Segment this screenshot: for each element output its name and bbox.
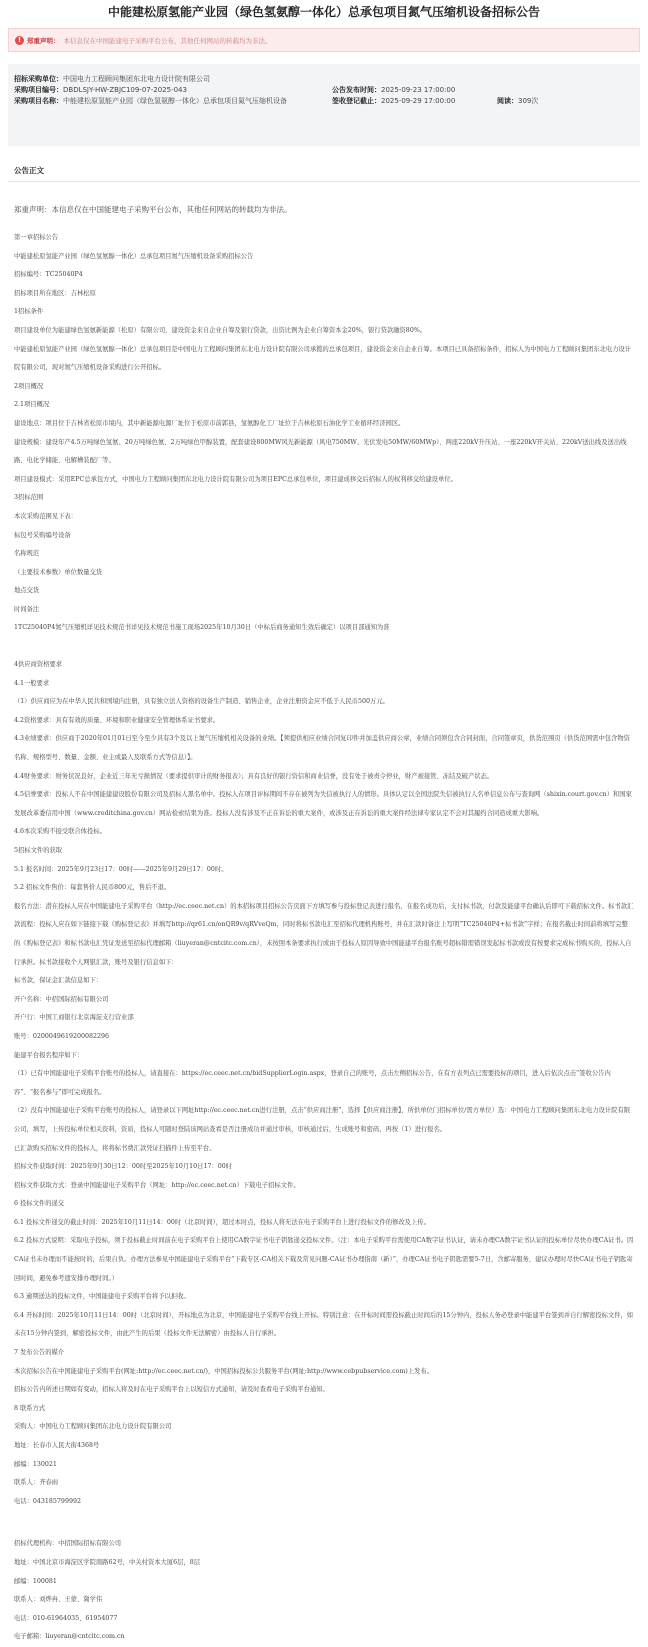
publish-time-label: 公告发布时间： [332, 86, 381, 94]
content-line: 招标代理机构：中招国际招标有限公司 [14, 1540, 122, 1548]
content-line: 招标文件获取时间：2025年9月30日12：00时至2025年10月10日17：00时 [14, 1163, 233, 1171]
content-line: 8 联系方式 [14, 1404, 46, 1412]
section-heading: 公告正文 [8, 160, 640, 182]
content-line: 开户名称：中招国际招标有限公司 [14, 995, 109, 1003]
content-line: 3招标范围 [14, 494, 44, 502]
content-line: 4.6本次采购不接受联合体投标。 [14, 828, 106, 836]
disclaimer-banner [8, 28, 640, 52]
content-line: 建设规模：建设年产4.5万吨绿色氢氨、20万吨绿色氨、2万吨绿色甲醇装置，配套建设800MW风光新能源（风电750MW、光伏发电50MW/60MWp）、两座220kV升压站、一座220kV开关站、220kV送出线及送出线路、电化学储能、电解槽装配厂等。 [14, 438, 627, 465]
project-code-value: DBDLSJY-HW-ZBJC109-07-2025-043 [63, 86, 187, 94]
content-line: 2.1项目概况 [14, 401, 50, 409]
content-line: 1TC25040P4氮气压缩机详见技术规范书详见技术规范书施工现场2025年10月30日（中标后商务通知生效后确定）以项目部通知为准 [14, 624, 390, 632]
content-line: 6.3 逾期送达的投标文件，中国能建电子采购平台将予以拒收。 [14, 1293, 190, 1301]
deadline-label: 签收登记截止： [332, 97, 381, 105]
content-line: （1）供应商应为在中华人民共和国境内注册，具有独立法人资格的设备生产制造、销售企业，企业注册资金应不低于人民币500万元。 [14, 698, 389, 706]
content-line: 已汇款购买招标文件的投标人，将将标书费汇款凭证扫描件上传至平台。 [14, 1144, 216, 1152]
content-line: 6.1 投标文件递交的截止时间：2025年10月11日14：00时（北京时间），超过本时点，投标人将无法在电子采购平台上进行投标文件的修改及上传。 [14, 1218, 430, 1226]
content-line: 项目建设模式：采用EPC总承包方式，中国电力工程顾问集团东北电力设计院有限公司为项目EPC总承包单位，项目建成移交后招标人的权利移交给建设单位。 [14, 475, 457, 483]
content-line: 招标项目所在地区：吉林松原 [14, 289, 96, 297]
disclaimer-label: 郑重声明： [27, 36, 60, 45]
content-line: 标书款，保证金汇款信息如下： [14, 977, 103, 985]
content-line: （2）没有中国能建电子采购平台账号的投标人，请登录以下网址http://ec.ceec.net.cn进行注册，点击“供应商注册”，选择【供应商注册】，所供单位门招标单位/需方单位）选：中国电力工程顾问集团东北电力设计院有限公司，填写，上传投标单位相关资料，资质，投标人可随时登陆该网站查看是否注册成功并通过审核，审核通过后，生成账号和密码，再按（1）进行报名。 [14, 1107, 631, 1133]
content-line: （1）已有中国能建电子采购平台账号的投标人，请直接在：https://ec.ceec.net.cn/bidSupplierLogin.aspx，登录自己的账号，点击左侧招标公告，在有方表列点已需要投标的项目，进入后依次点击“签收公告内容”、“报名参与”即可完成报名。 [14, 1070, 611, 1096]
content-line: 联系人：齐春雨 [14, 1479, 59, 1487]
content-line: 名称规范 [14, 550, 40, 558]
content-line: 报名方法：潜在投标人应在中国能建电子采购平台（http://ec.ceec.net.cn）的本招标项目招标公告页面下方填写参与投标登记表进行报名，在报名成功后，支付标书款，付款及能建平台确认后即可下载招标文件。标书款汇款流程：投标人应在如下链接下载《购标登记表》并填写http://qr61.cn/onQR9v/qRVveQm，同时将标书款电汇至招标代理机构账号，并在汇款时备注上写明“TC25040P4+标书款”字样；在报名截止时间前将填写完整的《购标登记表》和标书款电汇凭证发送至招标代理邮箱（liuyeran@cntcitc.com.cn），未按照本条要求执行或由于投标人原因导致中国能建平台报名账号超标错需错误发起标书款或没有按要求完成标书购买的，投标人自行承担。标书款接收个人网银汇款，账号及银行信息如下： [14, 902, 634, 966]
content-line: 账号：0200049619200082296 [14, 1032, 110, 1040]
content-line: 邮编：100081 [14, 1577, 57, 1585]
content-line: 4.3业绩要求：供应商于2020年01月01日至今至少具有3个及以上氮气压缩机相关设备的业绩。【须提供相应业绩合同复印件并加盖供应商公章，业绩合同须包含合同封面，合同签章页，供货范围页（供货范围需中包含物资名称、规格型号、数量、金额、业主或最人及联系方式等信息）】。 [14, 735, 630, 762]
content-line: 时间备注 [14, 605, 40, 613]
content-line: 5.1 报名时间：2025年9月23日17：00时——2025年9月29日17：00时。 [14, 865, 228, 873]
content-line: 5招标文件的获取 [14, 847, 63, 854]
content-line: 本次采购范围见下表： [14, 512, 77, 520]
content-line: 能建平台报名程序如下： [14, 1051, 84, 1059]
purchaser-value: 中国电力工程顾问集团东北电力设计院有限公司 [63, 75, 210, 83]
announcement-body [8, 229, 640, 1647]
content-line: 1招标条件 [14, 308, 44, 316]
publish-time-value: 2025-09-23 17:00:00 [381, 86, 456, 94]
body-disclaimer: 郑重声明：本信息仅在中国能建电子采购平台公布，其他任何网站的转载均为非法。 [14, 205, 292, 214]
content-line: 联系人：刘烨冉、王蒙、冀学伟 [14, 1596, 103, 1604]
content-line: 邮编：130021 [14, 1460, 57, 1468]
content-line: 4.2资格要求：具有有效的质量、环境和职业健康安全管理体系证书要求。 [14, 716, 220, 724]
content-line: 本次招标公告在中国能建电子采购平台(网址:http://ec.ceec.net.cn/)，中国招标投标公共服务平台(网址:http://www.cebpubservice.com)上发布。 [14, 1367, 434, 1375]
content-line: 地点交货 [14, 587, 40, 595]
content-line: 6.4 开标时间：2025年10月11日14：00时（北京时间），开标地点为北京，中国能建电子采购平台线上开标。特别注意：在开标时间需投标截止时间后的15分钟内，投标人务必登录中能建平台签到并自行解密投标文件，如未在15分钟内签到，解密投标文件，由此产生的后果（投标文件无法解密）由投标人自行承担。 [14, 1311, 634, 1338]
content-line: 6 投标文件的递交 [14, 1200, 65, 1208]
content-line: （主要技术参数）单位数量交货 [14, 568, 103, 576]
content-line: 7 发布公告的媒介 [14, 1349, 65, 1357]
content-line: 6.2 投标方式说明：采取电子投标，须于投标截止时间前在电子采购平台上使用CA数字证书电子钥匙递交投标文件。（注：本电子采购平台需使用CA数字证书认证，请未办理CA数字证书认证的投标单位尽快办理CA证书。因CA证书未办理而不能按时的，后果自负。办理方法参见中国能建电子采购平台“下载专区-CA相关下载及常见问题-CA证书办理指南（新）”，办理CA证书电子钥匙需要5-7日，含邮寄服务，建议办理时尽快CA证书电子钥匙寄回时间，避免参考遗安排办理时间。） [14, 1237, 634, 1282]
deadline-value: 2025-09-29 17:00:00 [381, 97, 456, 105]
content-line: 采购人：中国电力工程顾问集团东北电力设计院有限公司 [14, 1423, 172, 1431]
project-name-label: 采购项目名称： [14, 97, 63, 105]
content-line: 4.1一般要求 [14, 679, 50, 687]
content-line: 项目建设单位为能建绿色氢氨新能源（松原）有限公司，建设资金来自企业自筹及银行贷款，出资比例为企业自筹资本金20%，银行贷款融资80%。 [14, 326, 427, 334]
tender-info-panel [8, 64, 640, 146]
content-line: 招标文件获取方式：登录中国能建电子采购平台（网址：http://ec.ceec.net.cn）下载电子招标文件。 [14, 1181, 300, 1189]
content-line: 电话：010-61964035、61954077 [14, 1614, 118, 1622]
content-line: 地址：长春市人民大街4368号 [14, 1442, 100, 1449]
disclaimer-text: 本信息仅在中国能建电子采购平台公布，其他任何网站的转载均为非法。 [63, 36, 272, 45]
content-line: 招标编号：TC25040P4 [14, 271, 83, 279]
content-line: 中能建松原氢能产业园（绿色氢氨醇一体化）总承包项目氮气压缩机设备采购招标公告 [14, 252, 254, 260]
content-line: 开户行：中国工商银行北京海淀支行营业部 [14, 1014, 134, 1022]
content-line: 4.5信誉要求：投标人不在中国能建建设股份有限公司及招标人黑名单中。投标人在项目评标期间不存在被列为失信被执行人的情形。具体认定以全国法院失信被执行人名单信息公布与查询网（shixin.court.gov.cn）和国家发展改革委信用中国（www.creditchina.gov.cn）网站检索结果为准。投标人没有涉及不正在诉讼的重大案件，或涉及正在诉讼的重大案件经法律专家认定不会对其履约合同造成重大影响。 [14, 791, 632, 817]
content-line: 4.4财务要求：财务状况良好，企业近三年无亏损情况（要求提供审计的财务报表）；具有良好的银行资信和商业信誉，没有处于被责令停业，财产被接管、冻结及破产状态。 [14, 772, 494, 780]
page-title: 中能建松原氢能产业园（绿色氢氨醇一体化）总承包项目氮气压缩机设备招标公告 [107, 5, 540, 19]
content-line: 第一章招标公告 [14, 234, 59, 241]
purchaser-label: 招标采购单位： [14, 75, 63, 83]
content-line: 4供应商资格要求 [14, 661, 63, 669]
views-value: 309次 [518, 97, 539, 105]
content-line: 电子邮箱：liuyeran@cntcitc.com.cn [14, 1633, 125, 1641]
content-line: 地址：中国北京市海淀区学院南路62号，中关村资本大厦6层，8层 [14, 1558, 201, 1566]
content-line: 电话：043185799992 [14, 1497, 81, 1505]
warning-icon: ! [15, 36, 24, 45]
content-line: 标包号采购编号设备 [14, 531, 71, 539]
project-code-label: 采购项目编号： [14, 86, 63, 94]
project-name-value: 中能建松原氢能产业园（绿色氢氨醇一体化）总承包项目氮气压缩机设备 [63, 97, 287, 105]
views-label: 阅读： [497, 97, 518, 105]
content-line: 5.2 招标文件售价：每套售价人民币800元，售后不退。 [14, 884, 171, 892]
content-line: 招标公告内所述日期如有变动，招标人将及时在电子采购平台上以短信方式通知，请及时查看电子采购平台通知。 [14, 1386, 329, 1394]
content-line: 2项目概况 [14, 382, 44, 390]
content-line: 中能建松原氢能产业园（绿色氢氨醇一体化）总承包项目是中国电力工程顾问集团东北电力设计院有限公司承揽的总承包项目，建设资金来自企业自筹。本项目已具备招标条件，招标人为中国电力工程顾问集团东北电力设计院有限公司，现对氮气压缩机设备采购进行公开招标。 [14, 345, 632, 372]
content-line: 建设地点：项目位于吉林省松原市境内，其中新能源电源厂址位于松原市前郭县，氢氨醇化工厂址位于吉林松原石油化学工业循环经济园区。 [14, 419, 405, 427]
